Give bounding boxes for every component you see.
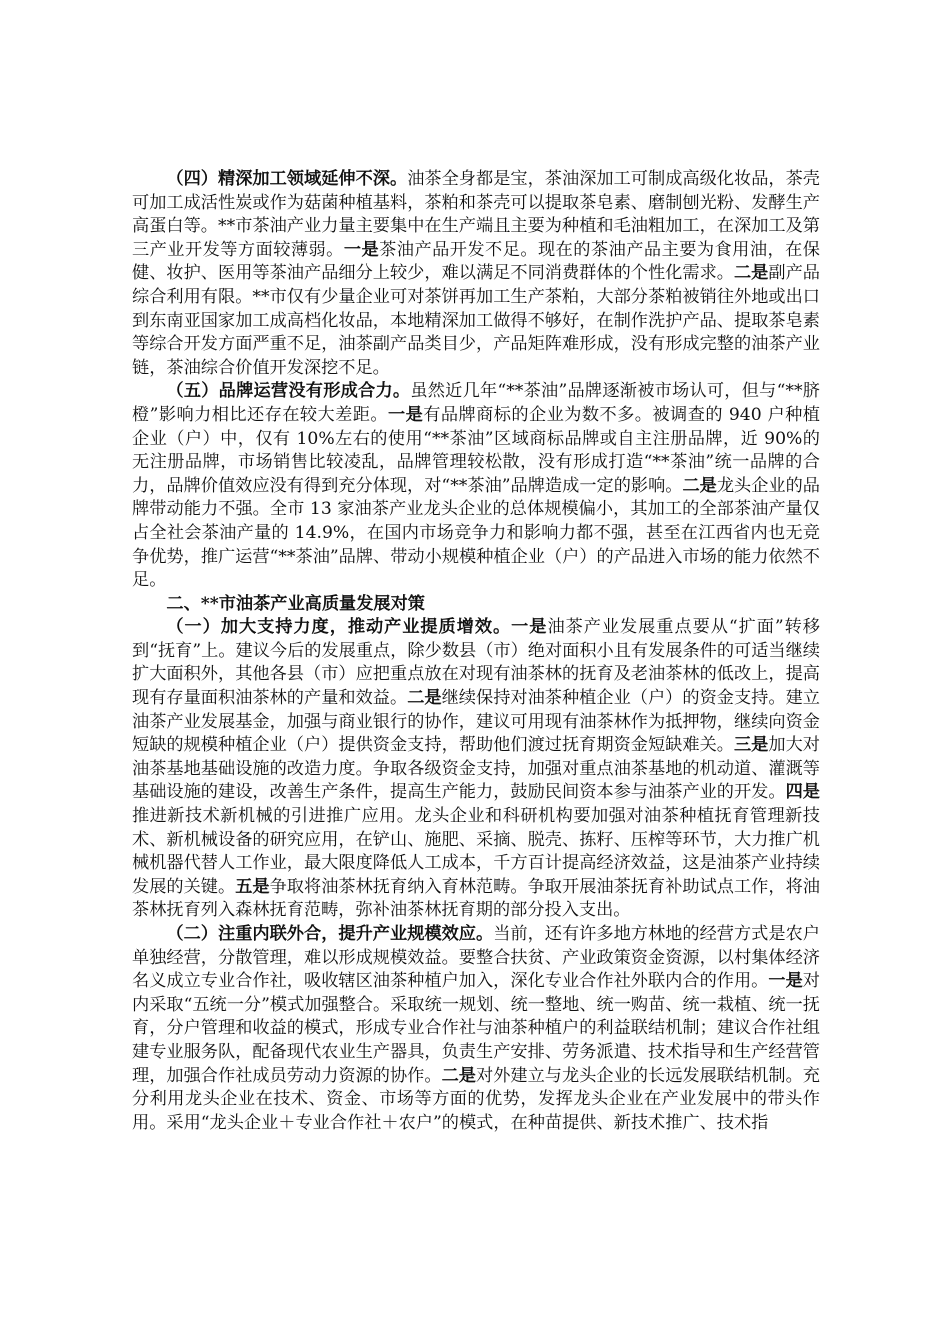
paragraph-text: 对外建立与龙头企业的长远发展联结机制。充分利用龙头企业在技术、资金、市场等方面的优势，发挥龙头企业在产业发展中的带头作用。采用“龙头企业＋专业合作社＋农户”的模式，在种苗提供、新技术推广、技术指 — [132, 1065, 820, 1133]
paragraph-brand-operation — [132, 380, 820, 592]
paragraph-text: 当前，还有许多地方林地的经营方式是农户单独经营，分散管理，难以形成规模效益。要整合扶贫、产业政策资金资源，以村集体经济名义成立专业合作社，吸收辖区油茶种植户加入，深化专业合作社外联内合的作用。 — [132, 924, 820, 992]
paragraph-lead: （二）注重内联外合，提升产业规模效应。 — [166, 924, 494, 944]
paragraph-text: 加大对油茶基地基础设施的改造力度。争取各级资金支持，加强对重点油茶基地的机动道、灌溉等基础设施的建设，改善生产条件，提高生产能力，鼓励民间资本参与油茶产业的开发。 — [132, 735, 820, 803]
keyword-fifth: 五是 — [235, 876, 270, 897]
paragraph-lead: （四）精深加工领域延伸不深。 — [166, 169, 408, 189]
paragraph-text: 对内采取“五统一分”模式加强整合。采取统一规划、统一整地、统一购苗、统一栽植、统一抚育，分户管理和收益的模式，形成专业合作社与油茶种植户的利益联结机制；建议合作社组建专业服务队，配备现代农业生产器具，负责生产安排、劳务派遣、技术指导和生产经营管理，加强合作社成员劳动力资源的协作。 — [132, 971, 820, 1086]
paragraph-text: 龙头企业的品牌带动能力不强。全市 13 家油茶产业龙头企业的总体规模偏小，其加工的全部茶油产量仅占全社会茶油产量的 14.9%，在国内市场竞争力和影响力都不强，甚至在江西省内也无竞争优势，推广运营“**茶油”品牌、带动小规模种植企业（户）的产品进入市场的能力依然不足。 — [132, 475, 820, 591]
keyword-first: 一是 — [343, 239, 380, 260]
keyword-first: 一是 — [388, 404, 424, 425]
paragraph-lead: （五）品牌运营没有形成合力。 — [166, 381, 411, 402]
paragraph-deep-processing — [132, 168, 820, 380]
paragraph-text: 虽然近几年“**茶油”品牌逐渐被市场认可，但与“**脐橙”影响力相比还存在较大差距。 — [132, 381, 820, 425]
paragraph-text: 继续保持对油茶种植企业（户）的资金支持。建立油茶产业发展基金，加强与商业银行的协作，建议可用现有油茶林作为抵押物，继续向资金短缺的规模种植企业（户）提供资金支持，帮助他们渡过抚育期资金短缺难关。 — [132, 688, 820, 756]
paragraph-lead: （一）加大支持力度，推动产业提质增效。 — [166, 617, 512, 638]
paragraph-text: 推进新技术新机械的引进推广应用。龙头企业和科研机构要加强对油茶种植抚育管理新技术、新机械设备的研究应用，在铲山、施肥、采摘、脱壳、拣籽、压榨等环节，大力推广机械机器代替人工作业，最大限度降低人工成本，千方百计提高经济效益，这是油茶产业持续发展的关键。 — [132, 806, 820, 897]
keyword-third: 三是 — [733, 735, 769, 756]
paragraph-text: 油茶产业发展重点要从“扩面”转移到“抚育”上。建议今后的发展重点，除少数县（市）绝对面积小且有发展条件的可适当继续扩大面积外，其他各县（市）应把重点放在对现有油茶林的抚育及老油茶林的低改上，提高现有存量面积油茶林的产量和效益。 — [132, 617, 820, 709]
keyword-first: 一是 — [768, 971, 803, 992]
paragraph-text: 茶油产品开发不足。现在的茶油产品主要为食用油，在保健、妆护、医用等茶油产品细分上较少，难以满足不同消费群体的个性化需求。 — [132, 239, 820, 284]
keyword-second: 二是 — [682, 475, 717, 496]
keyword-fourth: 四是 — [785, 782, 820, 803]
paragraph-text: 副产品综合利用有限。**市仅有少量企业可对茶饼再加工生产茶粕，大部分茶粕被销往外地或出口到东南亚国家加工成高档化妆品，本地精深加工做得不够好，在制作洗护产品、提取茶皂素等综合开发方面严重不足，油茶副产品类目少，产品矩阵难形成，没有形成完整的油茶产业链，茶油综合价值开发深挖不足。 — [132, 263, 820, 378]
section-heading: 二、**市油茶产业高质量发展对策 — [166, 593, 425, 614]
keyword-second: 二是 — [407, 688, 442, 709]
paragraph-support-efforts — [132, 616, 820, 923]
keyword-second: 二是 — [733, 263, 769, 284]
paragraph-text: 油茶全身都是宝，茶油深加工可制成高级化妆品，茶壳可加工成活性炭或作为菇菌种植基料，茶粕和茶壳可以提取茶皂素、磨制刨光粉、发酵生产高蛋白等。**市茶油产业力量主要集中在生产端且主要为种植和毛油粗加工，在深加工及第三产业开发等方面较薄弱。 — [132, 169, 820, 260]
paragraph-text: 有品牌商标的企业为数不多。被调查的 940 户种植企业（户）中，仅有 10%左右的使用“**茶油”区域商标品牌或自主注册品牌，近 90%的无注册品牌，市场销售比较凌乱，品牌管理较松散，没有形成打造“**茶油”统一品牌的合力，品牌价值效应没有得到充分体现，对“**茶油”品牌造成一定的影响。 — [132, 404, 820, 496]
document-page — [132, 168, 820, 1135]
paragraph-internal-external — [132, 923, 820, 1135]
keyword-second: 二是 — [441, 1065, 476, 1086]
keyword-first: 一是 — [511, 617, 548, 638]
paragraph-text: 争取将油茶林抚育纳入育林范畴。争取开展油茶抚育补助试点工作，将油茶林抚育列入森林抚育范畴，弥补油茶林抚育期的部分投入支出。 — [132, 876, 820, 921]
